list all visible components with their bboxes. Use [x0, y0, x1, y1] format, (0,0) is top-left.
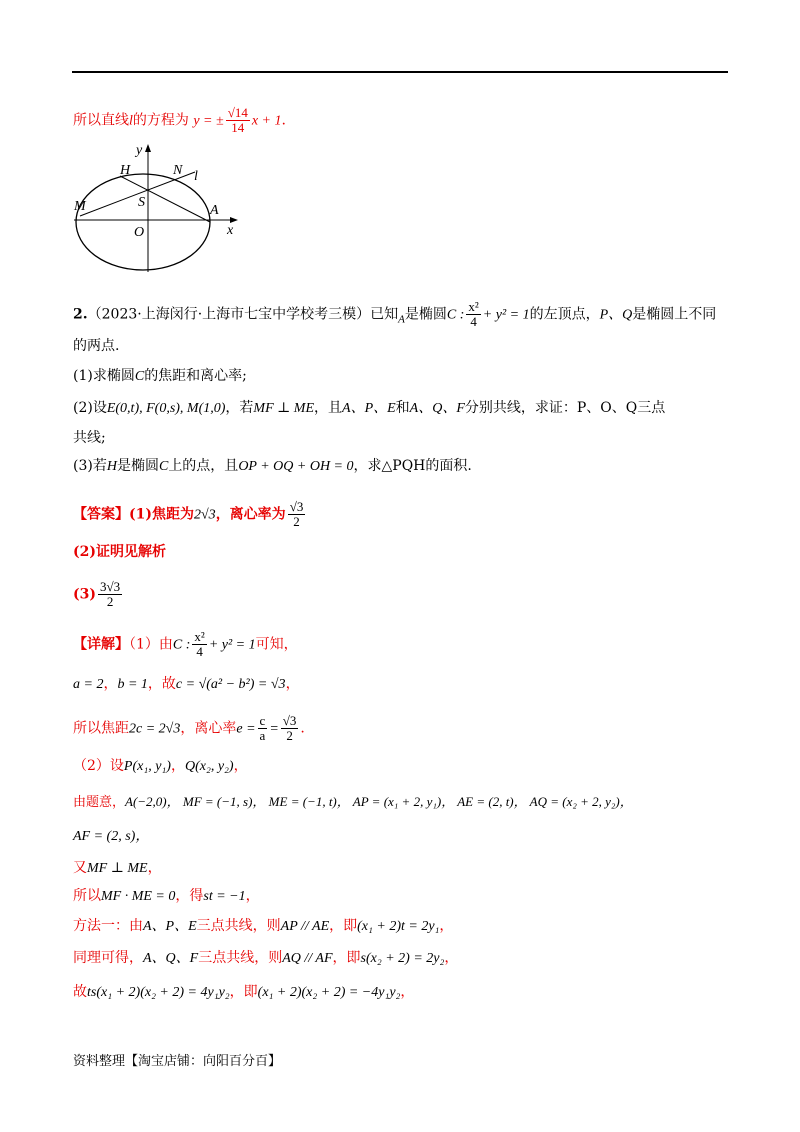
answer-line-2 — [73, 542, 166, 562]
text: 共线; — [73, 430, 106, 446]
question-2-line-2 — [73, 428, 106, 448]
label-H: H — [120, 163, 131, 178]
text: (2)证明见解析 — [73, 544, 166, 560]
text: 的焦距和离心率; — [144, 368, 247, 384]
text: 由题意， — [73, 795, 126, 810]
points: A、P、E — [143, 919, 197, 934]
detail-line-2 — [73, 674, 300, 695]
denominator: 4 — [196, 644, 203, 659]
text: 三点共线，则 — [198, 950, 283, 966]
header-rule — [72, 71, 728, 73]
text: . — [281, 112, 286, 129]
text: （2023·上海闵行·上海市七宝中学校考三模）已知 — [87, 306, 399, 323]
text: ， — [170, 758, 185, 774]
fraction — [226, 106, 250, 135]
detail-line-1 — [73, 630, 298, 659]
text: 是椭圆上不同 — [632, 306, 717, 323]
text: ，离心率为 — [215, 506, 286, 523]
line-l: l — [129, 113, 133, 129]
text: ，即 — [329, 918, 358, 934]
denominator: 2 — [286, 728, 293, 743]
points: A、P、E — [342, 401, 396, 416]
denominator: 4 — [470, 314, 477, 329]
points-PQ: P、Q — [599, 307, 633, 323]
equation-part: e = — [236, 721, 256, 737]
problem-line-1 — [73, 300, 716, 330]
text: （1）由 — [129, 636, 173, 653]
detail-line-8 — [73, 886, 260, 907]
equation-part: 2√3 — [194, 507, 216, 523]
detail-line-7 — [73, 858, 162, 879]
text: ，若 — [225, 400, 254, 416]
text: 同理可得， — [73, 950, 143, 966]
text: 三点共线，则 — [196, 918, 281, 934]
equation-part: = — [269, 721, 279, 737]
text: 上的点，且 — [168, 458, 239, 474]
text: (3) — [73, 586, 96, 603]
numerator: x² — [468, 299, 479, 314]
equation-part: A(−2,0)， MF = (−1, s)， ME = (−1, t)， AP = (x₁ + 2, y₁)， AE = (2, t)， AQ = (x₂ + 2, y₂)， — [125, 794, 633, 809]
equation-part: MF · ME = 0 — [101, 889, 176, 904]
detail-line-10 — [73, 948, 458, 969]
fraction — [192, 630, 206, 659]
text: (1)焦距为 — [129, 506, 194, 523]
ellipse — [76, 174, 210, 270]
text: 的方程为 — [132, 112, 189, 129]
text: 的两点. — [73, 338, 120, 354]
denominator: 14 — [231, 120, 245, 135]
equation-part: + y² = 1 — [482, 307, 530, 323]
text: ，即 — [332, 950, 361, 966]
y-axis-arrow — [145, 144, 151, 152]
ellipse-figure — [70, 140, 245, 275]
equation-part: b = 1 — [117, 677, 148, 692]
conclusion-line — [73, 106, 286, 135]
text: 所以直线 — [73, 112, 129, 129]
points: A、Q、F — [409, 401, 465, 416]
text: （2）设 — [73, 758, 124, 774]
label-M: M — [74, 199, 86, 214]
detail-line-5 — [73, 792, 633, 813]
label-y: y — [136, 143, 143, 158]
equation-part: 2c = 2√3 — [129, 721, 181, 737]
detail-line-6 — [73, 826, 149, 847]
text: 分别共线，求证：P、O、Q三点 — [464, 400, 666, 416]
fraction — [281, 714, 299, 743]
text: ，求△PQH的面积. — [353, 458, 472, 474]
text: 的左顶点， — [529, 306, 600, 323]
text: ，得 — [175, 888, 204, 904]
numerator: √3 — [289, 499, 304, 514]
text: (2)设 — [73, 400, 107, 416]
equation-part: st = −1 — [203, 889, 246, 904]
fraction — [466, 300, 480, 329]
equation-part: MF ⊥ ME — [87, 861, 148, 876]
detail-tag: 【详解】 — [73, 636, 129, 653]
label-A: A — [210, 203, 219, 218]
denominator: a — [259, 728, 266, 743]
footer-credit: 资料整理【淘宝店铺：向阳百分百】 — [73, 1054, 282, 1069]
detail-line-9 — [73, 916, 453, 937]
text: ， — [285, 676, 300, 692]
point-H: H — [106, 459, 117, 474]
text: 故 — [73, 984, 87, 1000]
numerator: 3√3 — [100, 579, 121, 594]
equation-part: C : — [446, 307, 465, 323]
text: 所以 — [73, 888, 101, 904]
denominator: 2 — [293, 514, 300, 529]
numerator: c — [259, 713, 266, 728]
text: 方法一：由 — [73, 918, 143, 934]
fraction — [288, 500, 306, 529]
equation-part: y = ± — [193, 113, 224, 129]
equation-part: x + 1 — [251, 113, 282, 129]
equation-part: E(0,t), F(0,s), M(1,0) — [106, 401, 226, 416]
text: ，即 — [229, 984, 258, 1000]
answer-line-1 — [73, 500, 307, 529]
label-N: N — [173, 163, 183, 178]
label-S: S — [138, 195, 145, 210]
equation-part: ts(x₁ + 2)(x₂ + 2) = 4y₁y₂ — [87, 985, 230, 1000]
detail-line-4 — [73, 756, 248, 777]
answer-tag: 【答案】 — [73, 506, 129, 523]
text: ， — [233, 758, 248, 774]
text: ，离心率 — [180, 720, 237, 737]
symbol-C: C — [134, 369, 145, 384]
text: 所以焦距 — [73, 720, 129, 737]
question-1 — [73, 366, 247, 387]
question-2 — [73, 398, 665, 419]
equation-part: + y² = 1 — [208, 637, 256, 653]
equation-part: AF = (2, s)， — [73, 829, 150, 844]
equation-part: MF ⊥ ME — [253, 401, 315, 416]
equation-part: Q(x₂, y₂) — [184, 759, 234, 774]
text: 是椭圆 — [404, 306, 447, 323]
equation-part: AP // AE — [280, 919, 330, 934]
text: ，且 — [314, 400, 343, 416]
problem-number: 2. — [73, 306, 88, 323]
text: ，故 — [147, 676, 176, 692]
text: ， — [444, 950, 459, 966]
label-l: l — [194, 169, 198, 184]
question-3 — [73, 456, 472, 477]
text: (1)求椭圆 — [73, 368, 135, 384]
equation-part: (x₁ + 2)t = 2y₁ — [357, 919, 440, 934]
problem-line-2 — [73, 336, 119, 356]
label-O: O — [134, 225, 145, 240]
detail-line-11 — [73, 982, 414, 1003]
text: 和 — [395, 400, 410, 416]
equation-part: OP + OQ + OH = 0 — [238, 459, 354, 474]
text: ， — [400, 984, 415, 1000]
point-A: A — [398, 313, 405, 326]
label-x: x — [227, 223, 234, 238]
text: ， — [103, 676, 118, 692]
numerator: x² — [194, 629, 205, 644]
equation-part: c = √(a² − b²) = √3 — [175, 677, 286, 692]
text: ， — [147, 860, 162, 876]
equation-part: a = 2 — [73, 677, 104, 692]
text: 又 — [73, 860, 87, 876]
text: 可知， — [255, 636, 298, 653]
detail-line-3 — [73, 714, 305, 743]
numerator: √3 — [282, 713, 297, 728]
text: ， — [439, 918, 454, 934]
equation-part: C : — [172, 637, 191, 653]
symbol-C: C — [158, 459, 169, 474]
answer-line-3 — [73, 580, 124, 609]
equation-part: P(x₁, y₁) — [123, 759, 171, 774]
equation-part: s(x₂ + 2) = 2y₂ — [360, 951, 445, 966]
equation-part: (x₁ + 2)(x₂ + 2) = −4y₁y₂ — [257, 985, 401, 1000]
denominator: 2 — [106, 594, 114, 609]
fraction — [98, 580, 122, 609]
text: (3)若 — [73, 458, 107, 474]
text: 是椭圆 — [116, 458, 159, 474]
points: A、Q、F — [143, 951, 199, 966]
numerator: √14 — [227, 105, 248, 120]
equation-part: AQ // AF — [282, 951, 333, 966]
fraction — [258, 714, 268, 743]
text: ， — [245, 888, 260, 904]
text: . — [300, 720, 305, 737]
